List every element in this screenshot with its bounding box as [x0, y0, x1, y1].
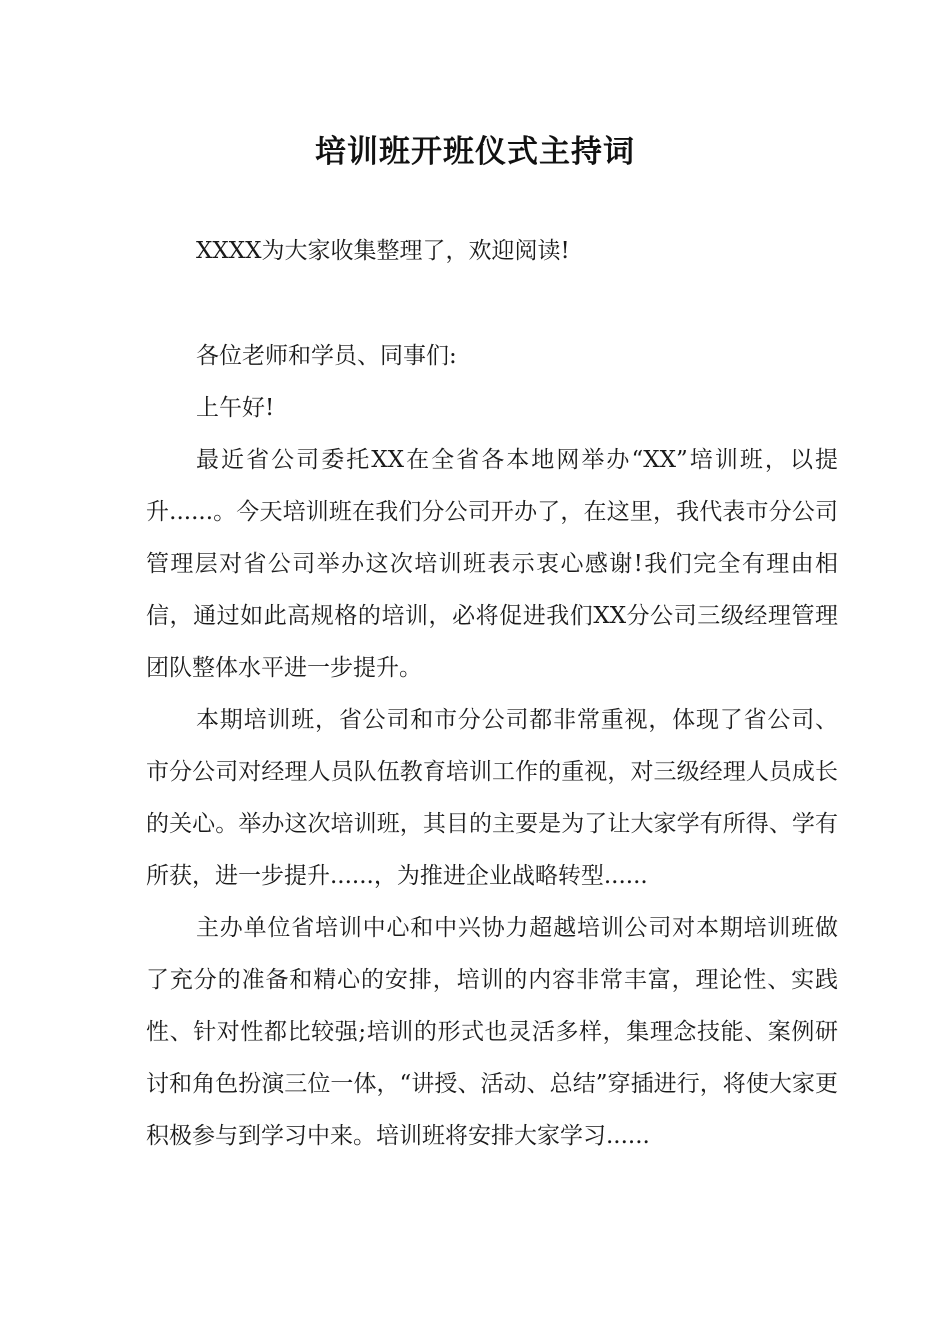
body-paragraph: 主办单位省培训中心和中兴协力超越培训公司对本期培训班做了充分的准备和精心的安排，培训的内容非常丰富，理论性、实践性、针对性都比较强;培训的形式也灵活多样，集理念技能、案例研讨和角色扮演三位一体，“讲授、活动、总结”穿插进行，将使大家更积极参与到学习中来。培训班将安排大家学习......	[146, 915, 838, 1149]
body-paragraph: 最近省公司委托XX在全省各本地网举办“XX”培训班，以提升......。今天培训班在我们分公司开办了，在这里，我代表市分公司管理层对省公司举办这次培训班表示衷心感谢!我们完全有理由相信，通过如此高规格的培训，必将促进我们XX分公司三级经理管理团队整体水平进一步提升。	[146, 447, 838, 681]
greeting: 上午好!	[196, 395, 275, 421]
document-body	[146, 330, 838, 1162]
salutation: 各位老师和学员、同事们:	[196, 343, 457, 369]
intro-text: XXXX为大家收集整理了，欢迎阅读!	[196, 238, 570, 264]
document-title: 培训班开班仪式主持词	[315, 134, 635, 170]
body-paragraph: 本期培训班，省公司和市分公司都非常重视，体现了省公司、市分公司对经理人员队伍教育培训工作的重视，对三级经理人员成长的关心。举办这次培训班，其目的主要是为了让大家学有所得、学有所获，进一步提升......，为推进企业战略转型......	[146, 707, 838, 889]
